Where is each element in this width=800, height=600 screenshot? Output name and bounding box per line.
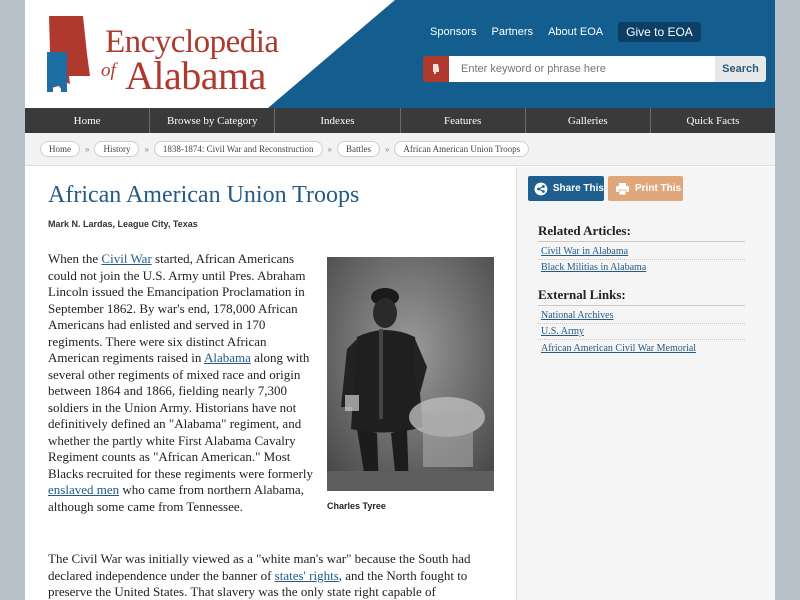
related-link-black-militias[interactable]: Black Militias in Alabama — [541, 262, 647, 273]
paragraph-text: started, African Americans could not join the U.S. Army until Pres. Abraham Lincoln issued the Emancipation Proclamation in September 1862. By war's end, 178,000 African Americans had enlisted and served in 170 regiments. There were six distinct African American regiments raised in — [48, 251, 306, 365]
breadcrumb-current[interactable]: African American Union Troops — [394, 141, 529, 157]
share-label: Share This — [552, 183, 604, 194]
divider — [538, 323, 745, 324]
sidebar — [517, 167, 775, 600]
site-logo[interactable] — [43, 14, 293, 98]
photo-caption: Charles Tyree — [327, 501, 386, 511]
top-links — [430, 22, 701, 42]
share-icon — [534, 182, 548, 196]
about-link[interactable]: About EOA — [548, 26, 604, 38]
nav-quick-facts[interactable]: Quick Facts — [686, 114, 740, 127]
article-main — [25, 167, 517, 600]
related-articles-heading: Related Articles: — [538, 223, 631, 238]
breadcrumb-era[interactable]: 1838-1874: Civil War and Reconstruction — [154, 141, 323, 157]
article-paragraph-1 — [48, 251, 313, 515]
article-paragraph-2 — [48, 551, 496, 600]
print-button[interactable] — [608, 176, 683, 201]
paragraph-text: along with several other regiments of mixed race and origin between 1864 and 1866, fielding nearly 7,300 soldiers in the Union Army. Historians have not definitively defined an "Alabama" regiment, and whether the partly white First Alabama Cavalry Regiment counts as "African American." Most Blacks recruited for these regiments were formerly — [48, 350, 313, 481]
external-link-national-archives[interactable]: National Archives — [541, 310, 614, 321]
external-links-heading: External Links: — [538, 287, 626, 302]
nav-galleries[interactable]: Galleries — [526, 108, 651, 133]
enslaved-men-link[interactable]: enslaved men — [48, 482, 120, 497]
sponsors-link[interactable]: Sponsors — [430, 26, 477, 38]
site-header — [25, 0, 775, 108]
breadcrumb-separator-icon: » — [85, 144, 90, 154]
search-input[interactable] — [449, 56, 715, 82]
civil-war-link[interactable]: Civil War — [101, 251, 152, 266]
breadcrumb-separator-icon: » — [144, 144, 149, 154]
divider — [538, 259, 745, 260]
related-link-civil-war-in-alabama[interactable]: Civil War in Alabama — [541, 246, 629, 257]
nav-home[interactable]: Home — [25, 108, 150, 133]
search-button[interactable]: Search — [715, 56, 766, 82]
article-title: African American Union Troops — [48, 182, 360, 208]
alabama-link[interactable]: Alabama — [203, 350, 251, 365]
page — [25, 0, 775, 600]
main-nav — [25, 108, 775, 133]
nav-features[interactable]: Features — [401, 108, 526, 133]
search-icon — [423, 56, 449, 82]
paragraph-text: who came from northern Alabama, although some came from Tennessee. — [48, 482, 304, 514]
external-link-civil-war-memorial[interactable]: African American Civil War Memorial — [541, 343, 697, 354]
logo-line-2: Alabama — [125, 53, 266, 98]
share-button[interactable] — [528, 176, 604, 201]
soldier-photo-image — [327, 257, 494, 491]
logo-line-1: Encyclopedia — [105, 24, 279, 60]
partners-link[interactable]: Partners — [491, 26, 534, 38]
paragraph-text: The Civil War was initially viewed as a "white man's war" because the South had declared independence under the banner of — [48, 551, 471, 583]
nav-browse-by-category[interactable]: Browse by Category — [150, 108, 275, 133]
give-button[interactable]: Give to EOA — [618, 22, 701, 42]
paragraph-text: When the — [48, 251, 102, 266]
alabama-state-icon — [43, 14, 103, 94]
breadcrumb-history[interactable]: History — [94, 141, 139, 157]
breadcrumb-home[interactable]: Home — [40, 141, 80, 157]
divider — [538, 339, 745, 340]
article-author: Mark N. Lardas, League City, Texas — [48, 219, 198, 229]
breadcrumb-battles[interactable]: Battles — [337, 141, 380, 157]
article-photo[interactable] — [327, 257, 494, 491]
breadcrumb-separator-icon: » — [327, 144, 332, 154]
print-label: Print This — [635, 183, 682, 194]
printer-icon — [616, 183, 629, 195]
divider — [538, 305, 745, 306]
divider — [538, 241, 745, 242]
external-link-us-army[interactable]: U.S. Army — [541, 326, 585, 337]
logo-of: of — [101, 60, 116, 81]
breadcrumb-separator-icon: » — [384, 144, 390, 154]
nav-indexes[interactable]: Indexes — [275, 108, 400, 133]
search-bar — [423, 56, 766, 82]
breadcrumb — [25, 133, 775, 166]
paragraph-text: , and the North fought to preserve the United States. That slavery was the only state right capable of — [48, 567, 468, 599]
states-rights-link[interactable]: states' rights — [274, 567, 339, 583]
